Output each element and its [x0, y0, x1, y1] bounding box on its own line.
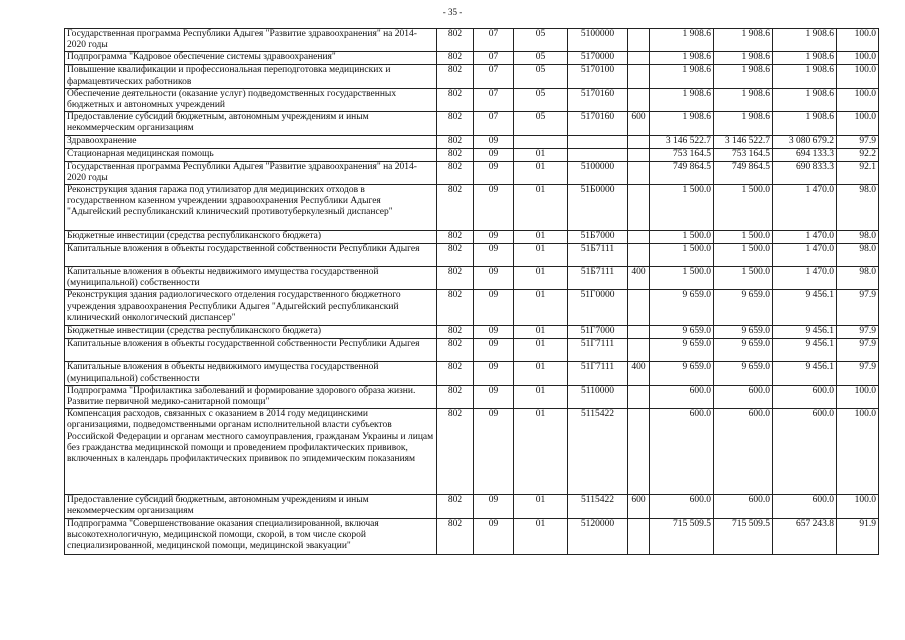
expense-type-code: 400 — [628, 267, 650, 290]
section-code: 09 — [474, 267, 514, 290]
section-code: 09 — [474, 135, 514, 148]
approved-amount: 9 659.0 — [650, 362, 714, 385]
expense-type-code — [628, 518, 650, 554]
admin-code: 802 — [437, 29, 474, 52]
target-item-code: 51Г7111 — [568, 362, 628, 385]
target-item-code: 51Б7111 — [568, 244, 628, 267]
expense-type-code — [628, 339, 650, 362]
table-row — [65, 161, 879, 184]
section-code: 09 — [474, 518, 514, 554]
table-row — [65, 267, 879, 290]
approved-amount: 9 659.0 — [650, 326, 714, 339]
table-row — [65, 409, 879, 495]
subsection-code: 01 — [514, 339, 568, 362]
executed-amount: 1 908.6 — [773, 52, 837, 65]
execution-percent: 100.0 — [837, 52, 879, 65]
admin-code: 802 — [437, 135, 474, 148]
item-name: Капитальные вложения в объекты государственной собственности Республики Адыгея — [65, 339, 437, 362]
item-name: Бюджетные инвестиции (средства республиканского бюджета) — [65, 326, 437, 339]
subsection-code: 01 — [514, 385, 568, 408]
refined-amount: 1 908.6 — [714, 29, 773, 52]
subsection-code: 05 — [514, 88, 568, 111]
expense-type-code — [628, 231, 650, 244]
executed-amount: 9 456.1 — [773, 326, 837, 339]
section-code: 09 — [474, 185, 514, 231]
subsection-code: 05 — [514, 65, 568, 88]
executed-amount: 9 456.1 — [773, 362, 837, 385]
approved-amount: 600.0 — [650, 495, 714, 518]
expense-type-code — [628, 135, 650, 148]
section-code: 07 — [474, 52, 514, 65]
approved-amount: 1 908.6 — [650, 65, 714, 88]
table-row — [65, 88, 879, 111]
approved-amount: 753 164.5 — [650, 148, 714, 161]
item-name: Стационарная медицинская помощь — [65, 148, 437, 161]
table-row — [65, 185, 879, 231]
admin-code: 802 — [437, 385, 474, 408]
item-name: Государственная программа Республики Адыгея "Развитие здравоохранения" на 2014-2020 годы — [65, 161, 437, 184]
refined-amount: 600.0 — [714, 409, 773, 495]
execution-percent: 97.9 — [837, 326, 879, 339]
execution-percent: 98.0 — [837, 267, 879, 290]
executed-amount: 694 133.3 — [773, 148, 837, 161]
budget-table — [64, 28, 879, 555]
target-item-code: 5170160 — [568, 112, 628, 135]
item-name: Государственная программа Республики Адыгея "Развитие здравоохранения" на 2014-2020 годы — [65, 29, 437, 52]
subsection-code: 01 — [514, 244, 568, 267]
execution-percent: 97.9 — [837, 362, 879, 385]
executed-amount: 600.0 — [773, 495, 837, 518]
execution-percent: 100.0 — [837, 29, 879, 52]
approved-amount: 9 659.0 — [650, 290, 714, 326]
refined-amount: 1 908.6 — [714, 112, 773, 135]
expense-type-code — [628, 29, 650, 52]
execution-percent: 98.0 — [837, 231, 879, 244]
executed-amount: 657 243.8 — [773, 518, 837, 554]
expense-type-code — [628, 290, 650, 326]
approved-amount: 1 500.0 — [650, 267, 714, 290]
execution-percent: 97.9 — [837, 135, 879, 148]
admin-code: 802 — [437, 267, 474, 290]
refined-amount: 749 864.5 — [714, 161, 773, 184]
refined-amount: 9 659.0 — [714, 339, 773, 362]
execution-percent: 97.9 — [837, 339, 879, 362]
section-code: 09 — [474, 339, 514, 362]
subsection-code: 01 — [514, 161, 568, 184]
admin-code: 802 — [437, 409, 474, 495]
execution-percent: 98.0 — [837, 185, 879, 231]
target-item-code: 5170160 — [568, 88, 628, 111]
executed-amount: 1 470.0 — [773, 244, 837, 267]
section-code: 09 — [474, 495, 514, 518]
item-name: Бюджетные инвестиции (средства республиканского бюджета) — [65, 231, 437, 244]
refined-amount: 600.0 — [714, 385, 773, 408]
admin-code: 802 — [437, 518, 474, 554]
table-row — [65, 495, 879, 518]
section-code: 09 — [474, 385, 514, 408]
expense-type-code — [628, 52, 650, 65]
section-code: 09 — [474, 362, 514, 385]
subsection-code: 01 — [514, 185, 568, 231]
refined-amount: 1 500.0 — [714, 185, 773, 231]
section-code: 09 — [474, 409, 514, 495]
page-number: - 35 - — [442, 7, 463, 17]
section-code: 07 — [474, 29, 514, 52]
table-row — [65, 135, 879, 148]
item-name: Реконструкция здания радиологического отделения государственного бюджетного учреждения здравоохранения Республики Адыгея "Адыгейский республиканский клинический онкологический диспансер" — [65, 290, 437, 326]
table-row — [65, 244, 879, 267]
approved-amount: 1 500.0 — [650, 231, 714, 244]
admin-code: 802 — [437, 339, 474, 362]
subsection-code: 01 — [514, 231, 568, 244]
admin-code: 802 — [437, 231, 474, 244]
approved-amount: 600.0 — [650, 409, 714, 495]
expense-type-code — [628, 326, 650, 339]
item-name: Компенсация расходов, связанных с оказанием в 2014 году медицинскими организациями, подведомственными органам исполнительной власти субъектов Российской Федерации и органам местного самоуправления, гражданам Украины и лицам без гражданства медицинской помощи и проведением профилактических прививок, включенных в календарь профилактических прививок по эпидемическим показаниям — [65, 409, 437, 495]
refined-amount: 1 908.6 — [714, 88, 773, 111]
subsection-code: 05 — [514, 29, 568, 52]
section-code: 07 — [474, 88, 514, 111]
target-item-code: 5115422 — [568, 409, 628, 495]
approved-amount: 600.0 — [650, 385, 714, 408]
admin-code: 802 — [437, 326, 474, 339]
executed-amount: 690 833.3 — [773, 161, 837, 184]
expense-type-code — [628, 148, 650, 161]
approved-amount: 715 509.5 — [650, 518, 714, 554]
execution-percent: 100.0 — [837, 495, 879, 518]
refined-amount: 1 500.0 — [714, 231, 773, 244]
execution-percent: 98.0 — [837, 244, 879, 267]
target-item-code: 5100000 — [568, 29, 628, 52]
expense-type-code — [628, 88, 650, 111]
target-item-code: 51Г7111 — [568, 339, 628, 362]
refined-amount: 1 500.0 — [714, 267, 773, 290]
expense-type-code — [628, 161, 650, 184]
item-name: Подпрограмма "Профилактика заболеваний и формирование здорового образа жизни. Развитие первичной медико-санитарной помощи" — [65, 385, 437, 408]
item-name: Капитальные вложения в объекты государственной собственности Республики Адыгея — [65, 244, 437, 267]
executed-amount: 1 470.0 — [773, 185, 837, 231]
admin-code: 802 — [437, 112, 474, 135]
execution-percent: 100.0 — [837, 112, 879, 135]
executed-amount: 9 456.1 — [773, 339, 837, 362]
table-row — [65, 385, 879, 408]
execution-percent: 91.9 — [837, 518, 879, 554]
refined-amount: 9 659.0 — [714, 326, 773, 339]
target-item-code: 5100000 — [568, 161, 628, 184]
refined-amount: 600.0 — [714, 495, 773, 518]
approved-amount: 1 500.0 — [650, 185, 714, 231]
table-row — [65, 290, 879, 326]
approved-amount: 1 908.6 — [650, 52, 714, 65]
executed-amount: 1 908.6 — [773, 112, 837, 135]
refined-amount: 1 908.6 — [714, 52, 773, 65]
refined-amount: 9 659.0 — [714, 362, 773, 385]
executed-amount: 1 470.0 — [773, 267, 837, 290]
subsection-code: 01 — [514, 362, 568, 385]
admin-code: 802 — [437, 185, 474, 231]
item-name: Предоставление субсидий бюджетным, автономным учреждениям и иным некоммерческим организациям — [65, 495, 437, 518]
approved-amount: 9 659.0 — [650, 339, 714, 362]
expense-type-code — [628, 185, 650, 231]
target-item-code: 51Б7111 — [568, 267, 628, 290]
target-item-code: 51Б7000 — [568, 231, 628, 244]
executed-amount: 600.0 — [773, 409, 837, 495]
executed-amount: 1 908.6 — [773, 88, 837, 111]
item-name: Предоставление субсидий бюджетным, автономным учреждениям и иным некоммерческим организациям — [65, 112, 437, 135]
execution-percent: 97.9 — [837, 290, 879, 326]
approved-amount: 1 908.6 — [650, 112, 714, 135]
executed-amount: 1 908.6 — [773, 65, 837, 88]
item-name: Подпрограмма "Совершенствование оказания специализированной, включая высокотехнологичную, медицинской помощи, скорой, в том числе скорой специализированной, медицинской помощи, медицинской эвакуации" — [65, 518, 437, 554]
admin-code: 802 — [437, 244, 474, 267]
approved-amount: 1 908.6 — [650, 88, 714, 111]
section-code: 09 — [474, 148, 514, 161]
item-name: Капитальные вложения в объекты недвижимого имущества государственной (муниципальной) собственности — [65, 267, 437, 290]
target-item-code: 5170100 — [568, 65, 628, 88]
section-code: 09 — [474, 326, 514, 339]
executed-amount: 1 470.0 — [773, 231, 837, 244]
expense-type-code — [628, 385, 650, 408]
admin-code: 802 — [437, 362, 474, 385]
approved-amount: 749 864.5 — [650, 161, 714, 184]
executed-amount: 3 080 679.2 — [773, 135, 837, 148]
target-item-code: 5120000 — [568, 518, 628, 554]
refined-amount: 715 509.5 — [714, 518, 773, 554]
executed-amount: 1 908.6 — [773, 29, 837, 52]
table-row — [65, 65, 879, 88]
section-code: 09 — [474, 231, 514, 244]
execution-percent: 92.2 — [837, 148, 879, 161]
subsection-code: 01 — [514, 518, 568, 554]
admin-code: 802 — [437, 148, 474, 161]
table-row — [65, 326, 879, 339]
target-item-code: 5115422 — [568, 495, 628, 518]
subsection-code: 05 — [514, 52, 568, 65]
expense-type-code: 600 — [628, 495, 650, 518]
execution-percent: 100.0 — [837, 65, 879, 88]
table-row — [65, 148, 879, 161]
subsection-code: 01 — [514, 267, 568, 290]
item-name: Обеспечение деятельности (оказание услуг) подведомственных государственных бюджетных и автономных учреждений — [65, 88, 437, 111]
item-name: Реконструкция здания гаража под утилизатор для медицинских отходов в государственном казенном учреждении здравоохранения Республики Адыгея "Адыгейский республиканский клинический противотуберкулезный диспансер" — [65, 185, 437, 231]
subsection-code: 01 — [514, 409, 568, 495]
approved-amount: 1 500.0 — [650, 244, 714, 267]
target-item-code — [568, 148, 628, 161]
section-code: 09 — [474, 244, 514, 267]
subsection-code — [514, 135, 568, 148]
target-item-code: 51Г0000 — [568, 290, 628, 326]
table-row — [65, 518, 879, 554]
table-row — [65, 52, 879, 65]
section-code: 07 — [474, 65, 514, 88]
subsection-code: 01 — [514, 495, 568, 518]
admin-code: 802 — [437, 290, 474, 326]
target-item-code: 5170000 — [568, 52, 628, 65]
subsection-code: 01 — [514, 148, 568, 161]
approved-amount: 3 146 522.7 — [650, 135, 714, 148]
target-item-code: 51Б0000 — [568, 185, 628, 231]
item-name: Здравоохранение — [65, 135, 437, 148]
refined-amount: 9 659.0 — [714, 290, 773, 326]
target-item-code: 51Г7000 — [568, 326, 628, 339]
refined-amount: 1 500.0 — [714, 244, 773, 267]
target-item-code — [568, 135, 628, 148]
execution-percent: 100.0 — [837, 88, 879, 111]
table-row — [65, 112, 879, 135]
section-code: 07 — [474, 112, 514, 135]
target-item-code: 5110000 — [568, 385, 628, 408]
executed-amount: 9 456.1 — [773, 290, 837, 326]
execution-percent: 100.0 — [837, 385, 879, 408]
admin-code: 802 — [437, 52, 474, 65]
admin-code: 802 — [437, 161, 474, 184]
item-name: Подпрограмма "Кадровое обеспечение системы здравоохранения" — [65, 52, 437, 65]
table-row — [65, 231, 879, 244]
admin-code: 802 — [437, 88, 474, 111]
subsection-code: 05 — [514, 112, 568, 135]
table-row — [65, 29, 879, 52]
executed-amount: 600.0 — [773, 385, 837, 408]
item-name: Повышение квалификации и профессиональная переподготовка медицинских и фармацевтических работников — [65, 65, 437, 88]
expense-type-code: 400 — [628, 362, 650, 385]
refined-amount: 1 908.6 — [714, 65, 773, 88]
execution-percent: 100.0 — [837, 409, 879, 495]
refined-amount: 753 164.5 — [714, 148, 773, 161]
subsection-code: 01 — [514, 290, 568, 326]
admin-code: 802 — [437, 65, 474, 88]
subsection-code: 01 — [514, 326, 568, 339]
expense-type-code — [628, 244, 650, 267]
approved-amount: 1 908.6 — [650, 29, 714, 52]
admin-code: 802 — [437, 495, 474, 518]
refined-amount: 3 146 522.7 — [714, 135, 773, 148]
expense-type-code — [628, 409, 650, 495]
section-code: 09 — [474, 290, 514, 326]
table-row — [65, 339, 879, 362]
table-row — [65, 362, 879, 385]
expense-type-code — [628, 65, 650, 88]
execution-percent: 92.1 — [837, 161, 879, 184]
section-code: 09 — [474, 161, 514, 184]
expense-type-code: 600 — [628, 112, 650, 135]
item-name: Капитальные вложения в объекты недвижимого имущества государственной (муниципальной) собственности — [65, 362, 437, 385]
